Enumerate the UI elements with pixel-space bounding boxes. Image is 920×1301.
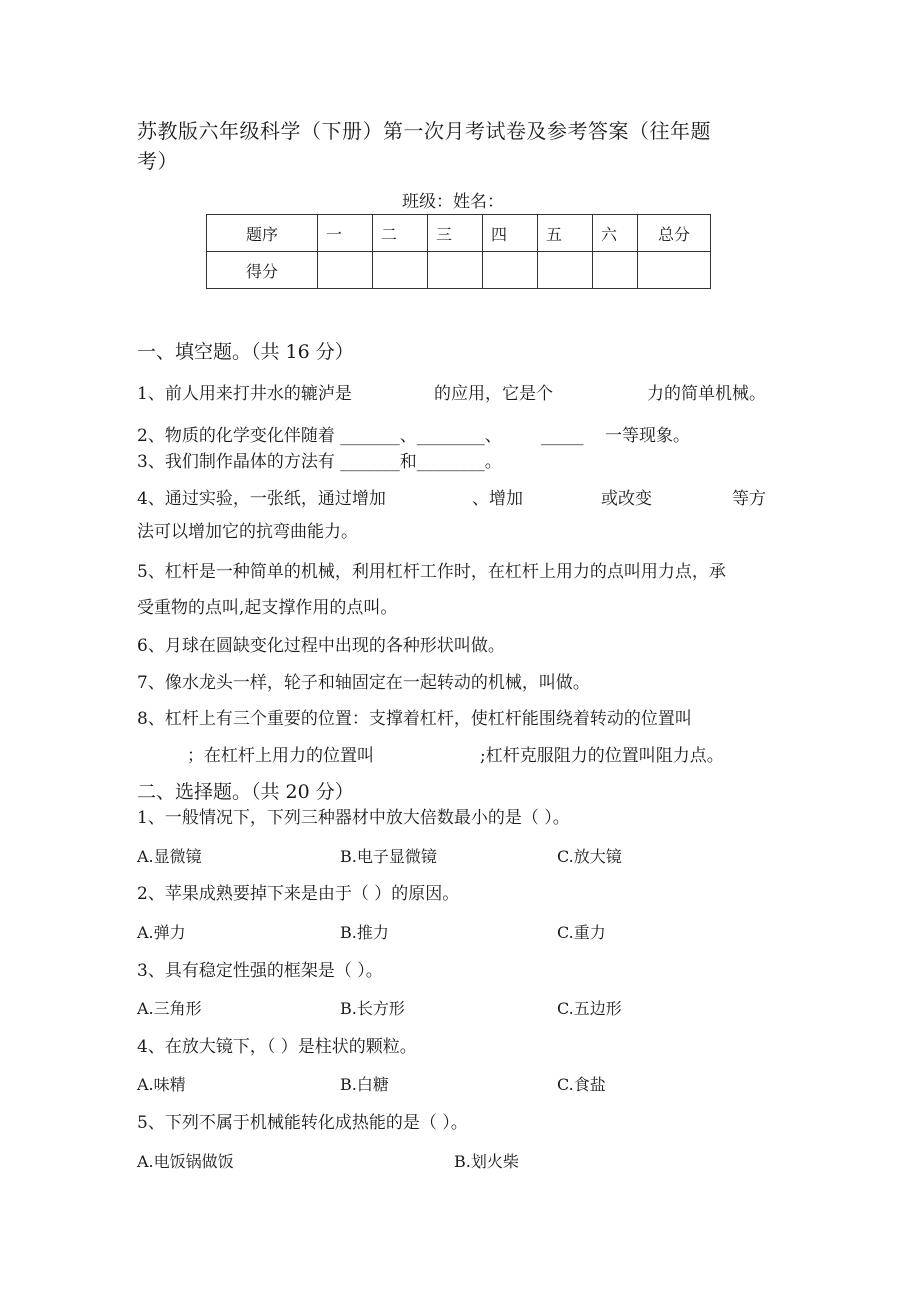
q8-part-b: ；在杠杆上用力的位置叫 [187,746,374,766]
score-table-score-row [207,252,711,289]
q2-part-c: 一等现象。 [605,426,690,446]
score-cell-total[interactable] [638,252,711,289]
mc-q3-stem: 3、具有稳定性强的框架是（ ）。 [137,961,383,981]
header-col-2: 二 [373,215,428,252]
mc-q2-stem: 2、苹果成熟要掉下来是由于（ ）的原因。 [137,884,460,904]
q8-part-c: ;杠杆克服阻力的位置叫阻力点。 [480,746,724,766]
q8-line1: 8、杠杆上有三个重要的位置：支撑着杠杆，使杠杆能围绕着转动的位置叫 [137,709,692,729]
q4-part-b: 、增加 [472,489,523,509]
q7: 7、像水龙头一样，轮子和轴固定在一起转动的机械，叫做。 [137,673,590,693]
q1-part-a: 1、前人用来打井水的辘泸是 [137,384,352,404]
section2-heading: 二、选择题。（共 20 分） [137,781,354,803]
mc-q4-option-b[interactable]: B.白糖 [340,1075,389,1094]
mc-q1-option-b[interactable]: B.电子显微镜 [340,847,437,866]
mc-q3-option-c[interactable]: C.五边形 [557,999,622,1018]
document-title-line2: 考） [137,149,178,173]
header-col-4: 四 [483,215,538,252]
header-question-number: 题序 [207,215,318,252]
q1-part-b: 的应用，它是个 [434,384,553,404]
mc-q3-option-b[interactable]: B.长方形 [340,999,405,1018]
mc-q1-stem: 1、一般情况下，下列三种器材中放大倍数最小的是（ ）。 [137,808,570,828]
q2-part-b: _____ [541,426,584,446]
mc-q5-option-b[interactable]: B.划火柴 [454,1152,519,1171]
q5-line1: 5、杠杆是一种简单的机械，利用杠杆工作时，在杠杆上用力的点叫用力点，承 [137,562,726,582]
mc-q1-option-a[interactable]: A.显微镜 [137,847,202,866]
header-col-3: 三 [428,215,483,252]
document-title-line1: 苏教版六年级科学（下册）第一次月考试卷及参考答案（往年题 [137,119,711,143]
mc-q5-stem: 5、下列不属于机械能转化成热能的是（ ）。 [137,1113,468,1133]
mc-q2-option-b[interactable]: B.推力 [340,923,389,942]
score-cell-4[interactable] [483,252,538,289]
mc-q3-option-a[interactable]: A.三角形 [137,999,202,1018]
score-cell-1[interactable] [318,252,373,289]
q6: 6、月球在圆缺变化过程中出现的各种形状叫做。 [137,636,505,656]
header-col-1: 一 [318,215,373,252]
q1-part-c: 力的简单机械。 [647,384,766,404]
header-total: 总分 [638,215,711,252]
class-name-label: 班级：姓名： [402,192,504,212]
mc-q4-option-c[interactable]: C.食盐 [557,1075,606,1094]
q4-part-e: 法可以增加它的抗弯曲能力。 [137,522,358,542]
mc-q4-option-a[interactable]: A.味精 [137,1075,186,1094]
score-cell-5[interactable] [538,252,593,289]
mc-q4-stem: 4、在放大镜下，（ ）是柱状的颗粒。 [137,1037,417,1057]
mc-q5-option-a[interactable]: A.电饭锅做饭 [137,1152,234,1171]
mc-q1-option-c[interactable]: C.放大镜 [557,847,622,866]
score-cell-6[interactable] [593,252,638,289]
score-table [206,214,711,289]
score-table-header-row [207,215,711,252]
q3: 3、我们制作晶体的方法有 _______和________。 [137,452,502,472]
header-col-5: 五 [538,215,593,252]
q4-part-a: 4、通过实验，一张纸，通过增加 [137,489,386,509]
mc-q2-option-a[interactable]: A.弹力 [137,923,186,942]
score-cell-2[interactable] [373,252,428,289]
mc-q2-option-c[interactable]: C.重力 [557,923,606,942]
score-row-label: 得分 [207,252,318,289]
section1-heading: 一、填空题。（共 16 分） [137,341,354,363]
q2-part-a: 2、物质的化学变化伴随着 _______、________、 [137,426,502,446]
q5-line2: 受重物的点叫,起支撑作用的点叫。 [137,598,398,618]
score-cell-3[interactable] [428,252,483,289]
q4-part-c: 或改变 [601,489,652,509]
header-col-6: 六 [593,215,638,252]
q4-part-d: 等方 [732,489,766,509]
